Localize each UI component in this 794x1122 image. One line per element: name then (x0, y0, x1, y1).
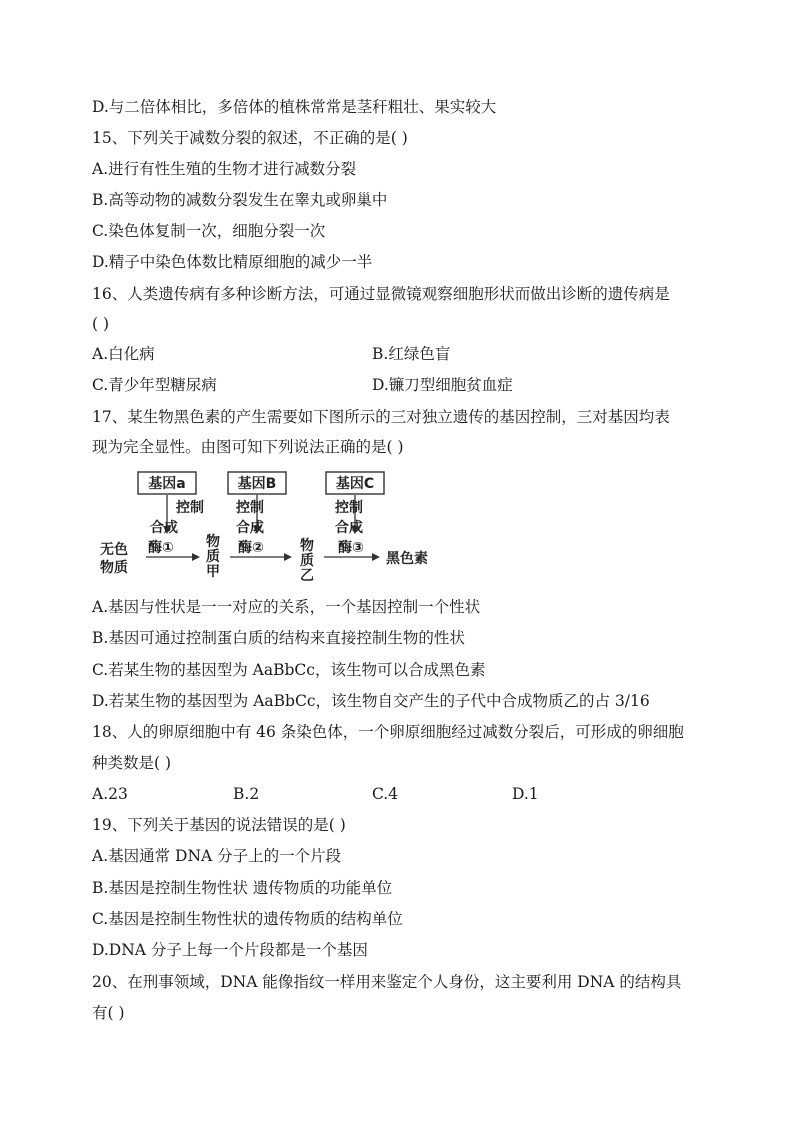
melanin-label: 黑色素 (386, 551, 428, 567)
q18-stem: 18、人的卵原细胞中有 46 条染色体，一个卵原细胞经过减数分裂后，可形成的卵细胞 (92, 723, 684, 741)
q16-stem-cont: ( ) (92, 315, 110, 333)
enzyme-2-label: 酶② (238, 540, 264, 556)
q19-option-a: A.基因通常 DNA 分子上的一个片段 (92, 847, 342, 865)
substance-jia-2: 质 (206, 549, 220, 565)
he-1: 合 (150, 520, 164, 536)
q18-option-a: A.23 (92, 785, 128, 803)
cheng-1: 成 (164, 520, 178, 536)
q17-stem-cont: 现为完全显性。由图可知下列说法正确的是( ) (92, 438, 404, 456)
colorless-substance-2: 物质 (100, 560, 128, 576)
zhi-1: 制 (190, 500, 204, 516)
arrowhead-step-1 (192, 553, 200, 561)
kong-2: 控 (236, 500, 250, 516)
q17-stem: 17、某生物黑色素的产生需要如下图所示的三对独立遗传的基因控制，三对基因均表 (92, 408, 670, 426)
q17-option-d: D.若某生物的基因型为 AaBbCc，该生物自交产生的子代中合成物质乙的占 3/16 (92, 692, 650, 710)
substance-jia-3: 甲 (206, 564, 220, 580)
q18-option-d: D.1 (512, 785, 539, 803)
cheng-3: 成 (349, 520, 363, 536)
q17-option-b: B.基因可通过控制蛋白质的结构来直接控制生物的性状 (92, 629, 465, 647)
substance-yi-1: 物 (300, 538, 314, 554)
q16-option-a: A.白化病 (92, 345, 155, 363)
q19-option-c: C.基因是控制生物性状的遗传物质的结构单位 (92, 910, 403, 928)
he-3: 合 (335, 520, 349, 536)
q17-option-a: A.基因与性状是一一对应的关系，一个基因控制一个性状 (92, 598, 481, 616)
q19-option-d: D.DNA 分子上每一个片段都是一个基因 (92, 941, 368, 959)
arrowhead-step-2 (284, 553, 292, 561)
q16-stem: 16、人类遗传病有多种诊断方法，可通过显微镜观察细胞形状而做出诊断的遗传病是 (92, 285, 670, 303)
substance-yi-2: 质 (300, 553, 314, 569)
gene-b-label: 基因B (237, 476, 277, 492)
q17-option-c: C.若某生物的基因型为 AaBbCc，该生物可以合成黑色素 (92, 661, 486, 679)
zhi-3: 制 (349, 500, 363, 516)
q16-option-b: B.红绿色盲 (372, 345, 451, 363)
melanin-pathway-diagram (92, 468, 452, 586)
colorless-substance-1: 无色 (100, 542, 128, 558)
substance-yi-3: 乙 (300, 568, 314, 584)
arrowhead-step-3 (372, 553, 380, 561)
q15-option-c: C.染色体复制一次，细胞分裂一次 (92, 222, 326, 240)
gene-a-label: 基因a (148, 476, 186, 492)
q18-stem-cont: 种类数是( ) (92, 754, 172, 772)
q15-stem: 15、下列关于减数分裂的叙述，不正确的是( ) (92, 129, 408, 147)
q16-option-d: D.镰刀型细胞贫血症 (372, 376, 513, 394)
kong-3: 控 (335, 500, 349, 516)
enzyme-3-label: 酶③ (338, 540, 364, 556)
zhi-2: 制 (250, 500, 264, 516)
q20-stem: 20、在刑事领域，DNA 能像指纹一样用来鉴定个人身份，这主要利用 DNA 的结构具 (92, 973, 682, 991)
he-2: 合 (236, 520, 250, 536)
substance-jia-1: 物 (206, 534, 220, 550)
q16-option-c: C.青少年型糖尿病 (92, 376, 217, 394)
kong-1: 控 (176, 500, 190, 516)
q15-option-a: A.进行有性生殖的生物才进行减数分裂 (92, 160, 357, 178)
q14-option-d: D.与二倍体相比，多倍体的植株常常是茎秆粗壮、果实较大 (92, 98, 497, 116)
q20-stem-cont: 有( ) (92, 1004, 125, 1022)
q18-option-b: B.2 (233, 785, 260, 803)
enzyme-1-label: 酶① (148, 540, 174, 556)
q19-stem: 19、下列关于基因的说法错误的是( ) (92, 816, 346, 834)
q15-option-b: B.高等动物的减数分裂发生在睾丸或卵巢中 (92, 191, 388, 209)
q15-option-d: D.精子中染色体数比精原细胞的减少一半 (92, 253, 373, 271)
q19-option-b: B.基因是控制生物性状 遗传物质的功能单位 (92, 879, 393, 897)
q18-option-c: C.4 (372, 785, 399, 803)
gene-c-label: 基因C (335, 476, 375, 492)
cheng-2: 成 (250, 520, 264, 536)
